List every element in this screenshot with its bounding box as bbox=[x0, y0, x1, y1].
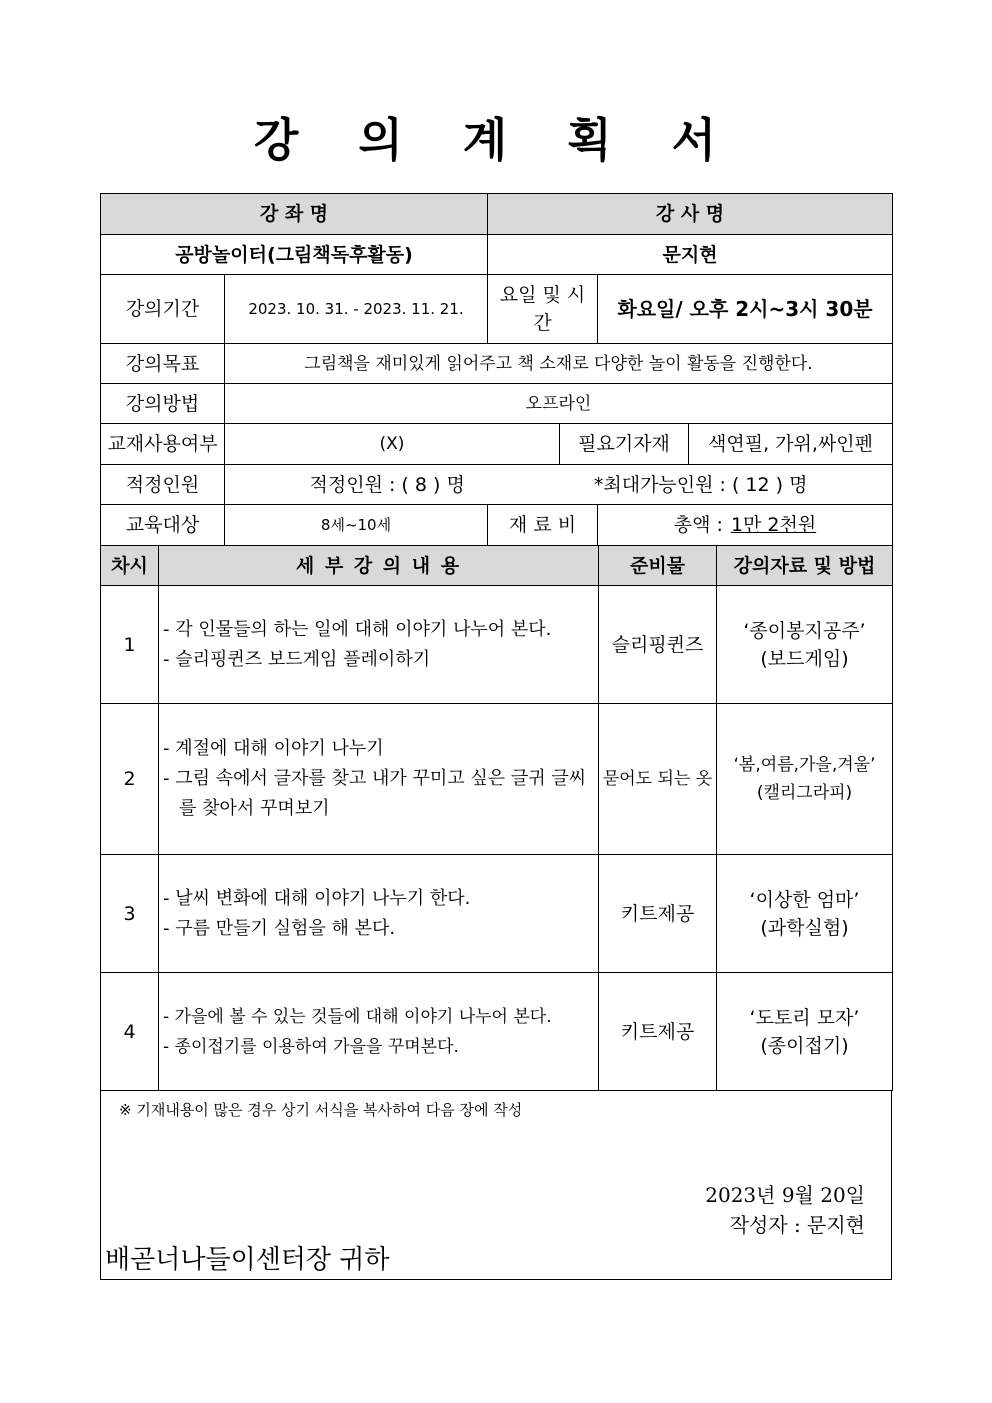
session-line: - 각 인물들의 하는 일에 대해 이야기 나누어 본다. bbox=[163, 618, 552, 640]
resource-method: (보드게임) bbox=[760, 647, 849, 670]
instructor-label: 강 사 명 bbox=[487, 193, 893, 235]
target-label: 교육대상 bbox=[100, 504, 225, 546]
session-line: - 종이접기를 이용하여 가을을 꾸며본다. bbox=[163, 1036, 459, 1057]
goal-label: 강의목표 bbox=[100, 343, 225, 384]
resource-method: (캘리그라피) bbox=[756, 783, 853, 803]
resource-method: (종이접기) bbox=[760, 1034, 849, 1057]
session-prep: 묻어도 되는 옷 bbox=[598, 703, 717, 855]
resource-title: ‘이상한 엄마’ bbox=[749, 888, 860, 911]
session-resource bbox=[716, 703, 893, 855]
session-line: - 가을에 볼 수 있는 것들에 대해 이야기 나누어 본다. bbox=[163, 1006, 552, 1027]
session-resource bbox=[716, 854, 893, 973]
session-content bbox=[158, 854, 599, 973]
session-num: 2 bbox=[100, 703, 159, 855]
instructor-value: 문지현 bbox=[487, 234, 893, 275]
capacity-cell bbox=[224, 464, 893, 505]
resource-title: ‘도토리 모자’ bbox=[749, 1006, 860, 1029]
session-content bbox=[158, 703, 599, 855]
target-value: 8세~10세 bbox=[224, 504, 488, 546]
resource-title: ‘종이봉지공주’ bbox=[743, 619, 866, 642]
session-line: - 구름 만들기 실험을 해 본다. bbox=[163, 917, 396, 939]
course-name-label: 강 좌 명 bbox=[100, 193, 488, 235]
page-title: 강 의 계 획 서 bbox=[253, 113, 739, 167]
resource-method: (과학실험) bbox=[760, 916, 849, 939]
method-label: 강의방법 bbox=[100, 383, 225, 424]
session-resource bbox=[716, 972, 893, 1091]
session-line: - 날씨 변화에 대해 이야기 나누기 한다. bbox=[163, 887, 471, 909]
textbook-label: 교재사용여부 bbox=[100, 423, 225, 465]
session-num: 4 bbox=[100, 972, 159, 1091]
session-prep-header: 준비물 bbox=[598, 545, 717, 586]
session-resource bbox=[716, 585, 893, 704]
session-prep: 슬리핑퀸즈 bbox=[598, 585, 717, 704]
capacity-value: 적정인원 : ( 8 ) 명 bbox=[309, 473, 465, 496]
goal-value: 그림책을 재미있게 읽어주고 책 소재로 다양한 놀이 활동을 진행한다. bbox=[224, 343, 893, 384]
session-content bbox=[158, 972, 599, 1091]
session-line: - 슬리핑퀸즈 보드게임 플레이하기 bbox=[163, 648, 431, 670]
session-line: - 그림 속에서 글자를 찾고 내가 꾸미고 싶은 글귀 글씨를 찾아서 꾸며보기 bbox=[163, 768, 587, 819]
materials-label: 필요기자재 bbox=[559, 423, 689, 465]
session-content-header: 세 부 강 의 내 용 bbox=[158, 545, 599, 586]
footer-date: 2023년 9월 20일 bbox=[705, 1183, 865, 1207]
method-value: 오프라인 bbox=[224, 383, 893, 424]
period-label: 강의기간 bbox=[100, 274, 225, 344]
footer-author: 작성자 : 문지현 bbox=[729, 1213, 865, 1237]
session-num: 1 bbox=[100, 585, 159, 704]
session-line: - 계절에 대해 이야기 나누기 bbox=[163, 738, 384, 759]
materials-value: 색연필, 가위,싸인펜 bbox=[688, 423, 893, 465]
footer-box bbox=[100, 1090, 892, 1280]
fee-prefix: 총액 : bbox=[673, 514, 723, 536]
fee-label: 재 료 비 bbox=[487, 504, 598, 546]
course-name-value: 공방놀이터(그림책독후활동) bbox=[100, 234, 488, 275]
resource-title: ‘봄,여름,가을,겨울’ bbox=[733, 755, 876, 775]
session-prep: 키트제공 bbox=[598, 972, 717, 1091]
day-time-label: 요일 및 시간 bbox=[487, 274, 598, 344]
session-num-header: 차시 bbox=[100, 545, 159, 586]
footer-recipient: 배곧너나들이센터장 귀하 bbox=[105, 1245, 390, 1275]
textbook-value: (X) bbox=[224, 423, 560, 465]
footer-note: ※ 기재내용이 많은 경우 상기 서식을 복사하여 다음 장에 작성 bbox=[119, 1101, 523, 1119]
fee-amount: 1만 2천원 bbox=[730, 514, 817, 536]
max-capacity-value: *최대가능인원 : ( 12 ) 명 bbox=[593, 473, 808, 496]
capacity-label: 적정인원 bbox=[100, 464, 225, 505]
day-time-value: 화요일/ 오후 2시~3시 30분 bbox=[597, 274, 893, 344]
session-num: 3 bbox=[100, 854, 159, 973]
session-prep: 키트제공 bbox=[598, 854, 717, 973]
session-resource-header: 강의자료 및 방법 bbox=[716, 545, 893, 586]
fee-cell bbox=[597, 504, 893, 546]
period-value: 2023. 10. 31. - 2023. 11. 21. bbox=[224, 274, 488, 344]
session-content bbox=[158, 585, 599, 704]
